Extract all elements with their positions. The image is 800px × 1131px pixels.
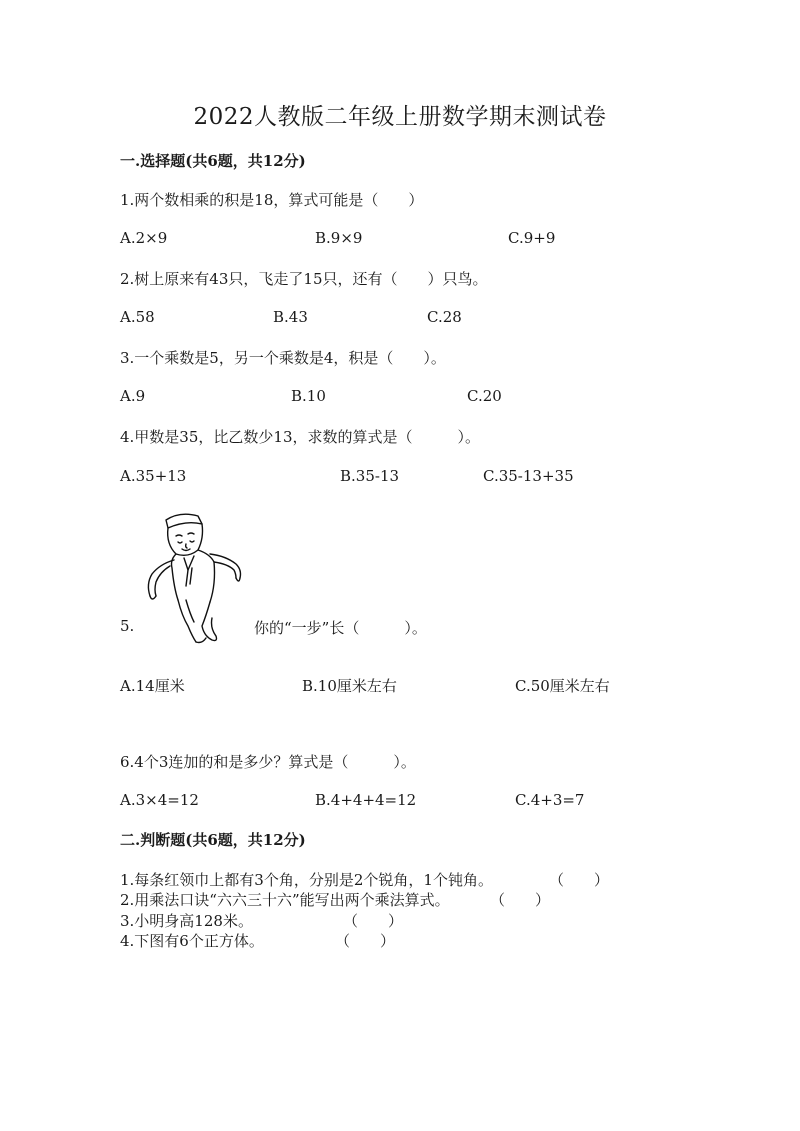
section-heading-judgment: 二.判断题(共6题，共12分) (120, 831, 306, 849)
judgment-item-1-blank: （ ） (549, 871, 610, 889)
question-6: 6.4个3连加的和是多少？算式是（ ）。 (120, 753, 416, 771)
judgment-item-3: 3.小明身高128米。 (120, 912, 253, 930)
question-3: 3.一个乘数是5，另一个乘数是4，积是（ ）。 (120, 349, 446, 367)
page-title: 2022人教版二年级上册数学期末测试卷 (193, 104, 607, 130)
section-heading-choice: 一.选择题(共6题，共12分) (120, 152, 306, 170)
question-5-number: 5. (120, 617, 135, 635)
question-4-option-c: C.35-13+35 (483, 467, 574, 485)
question-3-option-b: B.10 (291, 387, 326, 405)
question-1-option-a: A.2×9 (120, 229, 168, 247)
question-1-option-b: B.9×9 (315, 229, 363, 247)
judgment-item-4: 4.下图有6个正方体。 (120, 932, 264, 950)
question-6-option-c: C.4+3=7 (515, 791, 585, 809)
question-6-option-a: A.3×4=12 (120, 791, 199, 809)
judgment-item-2-blank: （ ） (490, 891, 551, 909)
question-4-option-b: B.35-13 (340, 467, 400, 485)
question-2: 2.树上原来有43只，飞走了15只，还有（ ）只鸟。 (120, 270, 488, 288)
question-3-option-c: C.20 (467, 387, 502, 405)
question-6-option-b: B.4+4+4=12 (315, 791, 417, 809)
question-5: 你的“一步”长（ ）。 (254, 619, 427, 637)
question-4-option-a: A.35+13 (120, 467, 187, 485)
question-2-option-b: B.43 (273, 308, 308, 326)
judgment-item-1: 1.每条红领巾上都有3个角，分别是2个锐角，1个钝角。 (120, 871, 493, 889)
question-5-option-b: B.10厘米左右 (302, 677, 397, 695)
judgment-item-4-blank: （ ） (335, 932, 396, 950)
question-1-option-c: C.9+9 (508, 229, 556, 247)
question-5-option-c: C.50厘米左右 (515, 677, 610, 695)
judgment-item-2: 2.用乘法口诀“六六三十六”能写出两个乘法算式。 (120, 891, 450, 909)
judgment-item-3-blank: （ ） (343, 912, 404, 930)
question-3-option-a: A.9 (120, 387, 146, 405)
question-2-option-c: C.28 (427, 308, 462, 326)
question-2-option-a: A.58 (120, 308, 155, 326)
question-1: 1.两个数相乘的积是18，算式可能是（ ） (120, 191, 424, 209)
walking-person-illustration (136, 508, 248, 648)
question-4: 4.甲数是35，比乙数少13，求数的算式是（ ）。 (120, 428, 480, 446)
question-5-option-a: A.14厘米 (120, 677, 185, 695)
